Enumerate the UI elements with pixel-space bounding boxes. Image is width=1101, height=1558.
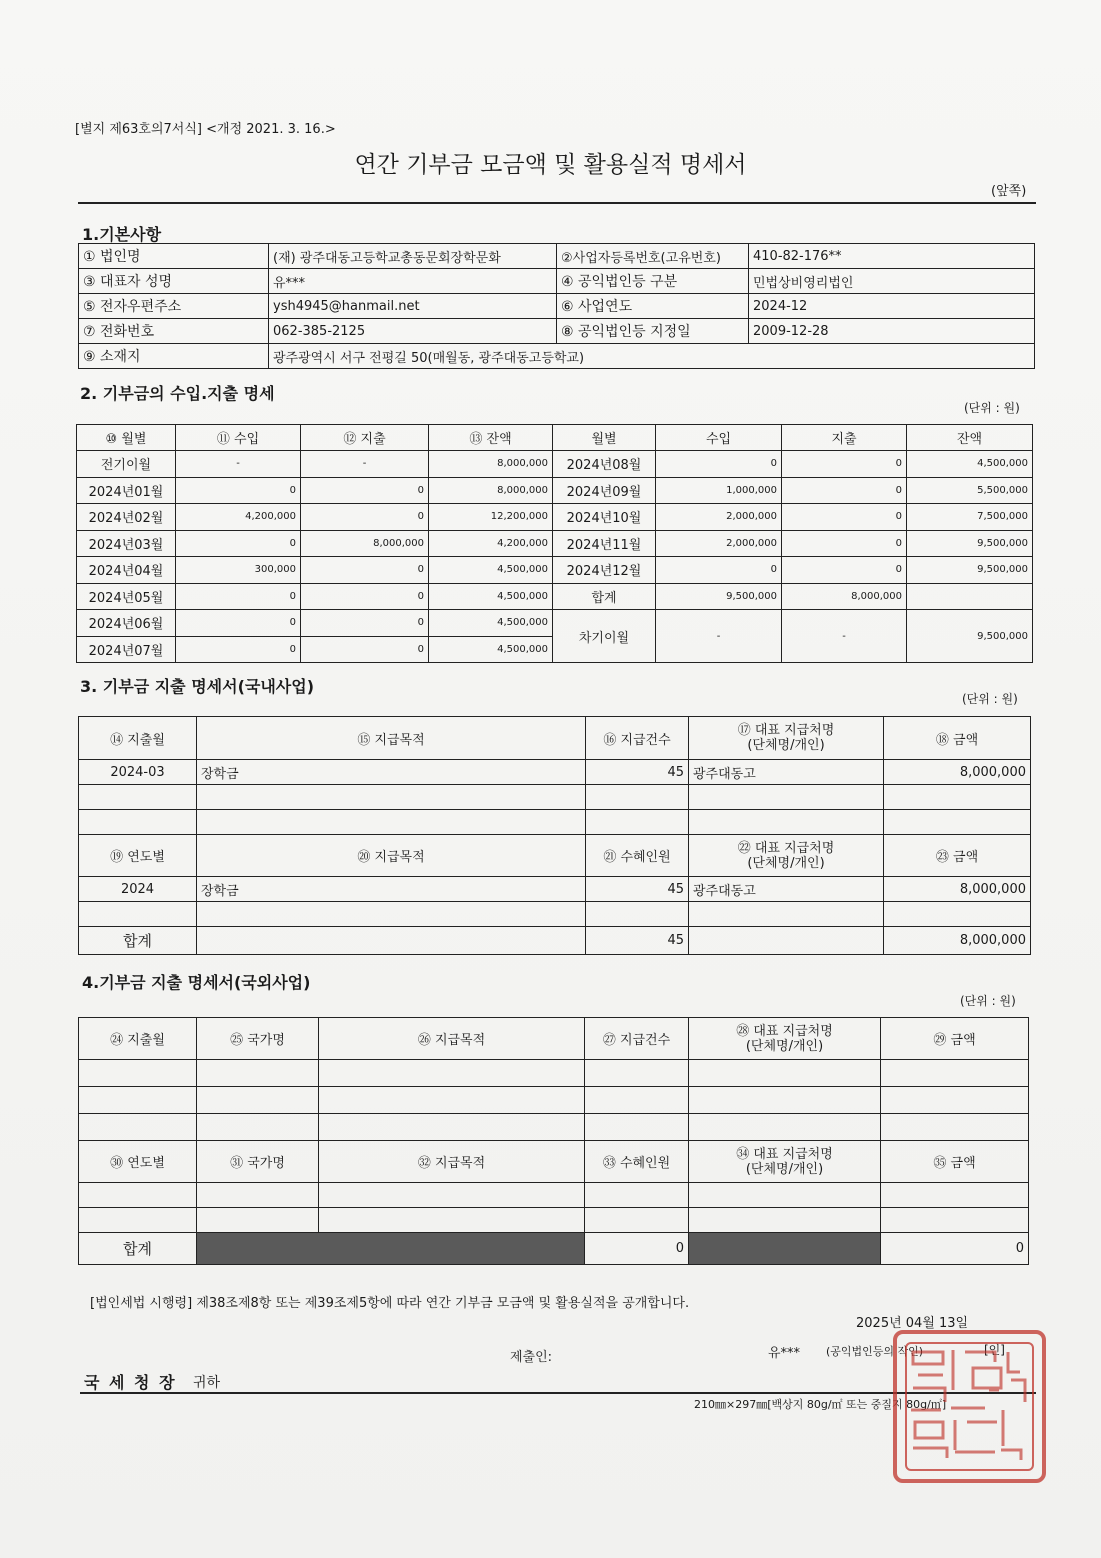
submit-date: 2025년 04월 13일 (856, 1316, 969, 1331)
cell-month: 2024년09월 (553, 477, 656, 504)
cell-balance: 4,500,000 (429, 557, 553, 584)
col-recipient (689, 1141, 881, 1183)
table-row (79, 785, 1031, 810)
col-recipient-line1: ㉞ 대표 지급처명 (736, 1146, 833, 1162)
cell-total-amount: 0 (881, 1233, 1029, 1265)
col-recipient (689, 1018, 881, 1060)
table-row (79, 810, 1031, 835)
cell-month: 2024년11월 (553, 530, 656, 557)
table-row (79, 1087, 1029, 1114)
cell-balance: 4,500,000 (429, 583, 553, 610)
table-row (79, 269, 1035, 294)
cell-income: 1,000,000 (656, 477, 782, 504)
cell-month: 2024년05월 (77, 583, 176, 610)
table-row (79, 344, 1035, 369)
table-header-row (79, 835, 1031, 877)
cell-total-amount: 8,000,000 (884, 927, 1031, 955)
cell-income: 0 (176, 530, 301, 557)
cell-expense: 0 (782, 451, 907, 478)
cell-expense: 0 (301, 636, 429, 663)
col-purpose: ⑳ 지급목적 (197, 835, 586, 877)
cell-total-label: 합계 (553, 583, 656, 610)
col-purpose: ⑮ 지급목적 (197, 717, 586, 760)
submitter-label: 제출인: (510, 1350, 553, 1365)
table-row (77, 557, 1033, 584)
basic-info-table (78, 243, 1035, 369)
cell-income: 300,000 (176, 557, 301, 584)
cell-total-count: 0 (585, 1233, 689, 1265)
col-recipient (689, 717, 884, 760)
section3-heading: 3. 기부금 지출 명세서(국내사업) (80, 677, 315, 696)
section2-heading: 2. 기부금의 수입.지출 명세 (80, 384, 275, 403)
table-row (79, 319, 1035, 344)
cell-shaded (197, 1233, 585, 1265)
page-title: 연간 기부금 모금액 및 활용실적 명세서 (354, 152, 747, 178)
cell-income: 0 (176, 610, 301, 637)
seal-mark: [인] (984, 1343, 1005, 1357)
col-year: ㉚ 연도별 (79, 1141, 197, 1183)
cell-amount: 8,000,000 (884, 877, 1031, 902)
col-month: ⑩ 월별 (77, 425, 176, 451)
table-row (79, 244, 1035, 269)
cell-beneficiaries: 45 (586, 877, 689, 902)
address: 광주광역시 서구 전평길 50(매월동, 광주대동고등학교) (269, 344, 1035, 369)
cell-expense: 0 (301, 610, 429, 637)
cell-income: 4,200,000 (176, 504, 301, 531)
biz-number: 410-82-176** (749, 244, 1035, 269)
top-rule (78, 202, 1036, 204)
table-header-row (79, 717, 1031, 760)
table-header-row (79, 1018, 1029, 1060)
income-expense-table (76, 424, 1033, 663)
col-count: ㉗ 지급건수 (585, 1018, 689, 1060)
submitter-name: 유*** (768, 1346, 801, 1361)
overseas-expense-table (78, 1017, 1029, 1265)
table-row (79, 877, 1031, 902)
seal-pattern-icon (893, 1330, 1038, 1475)
cell-expense: 0 (782, 530, 907, 557)
section1-heading: 1.기본사항 (82, 225, 162, 244)
cell-recipient: 광주대동고 (689, 760, 884, 785)
cell-month: 2024년07월 (77, 636, 176, 663)
table-row (77, 477, 1033, 504)
legal-basis: [법인세법 시행령] 제38조제8항 또는 제39조제5항에 따라 연간 기부금 모금액 및 활용실적을 공개합니다. (90, 1296, 690, 1311)
cell-recipient: 광주대동고 (689, 877, 884, 902)
paper-spec: 210㎜×297㎜[백상지 80g/㎡ 또는 중질지 80g/㎡] (694, 1398, 947, 1411)
cell-month: 2024년01월 (77, 477, 176, 504)
table-row (77, 451, 1033, 478)
cell-income: 0 (176, 583, 301, 610)
col-expense-2: 지출 (782, 425, 907, 451)
table-total-row (79, 927, 1031, 955)
col-recipient-line2: (단체명/개인) (747, 738, 825, 753)
cell-balance: 4,500,000 (429, 636, 553, 663)
submitter-role: (공익법인등의 작인) (826, 1345, 924, 1358)
cell-expense: 0 (301, 583, 429, 610)
section4-heading: 4.기부금 지출 명세서(국외사업) (82, 973, 311, 992)
rep-name: 유*** (269, 269, 557, 294)
phone: 062-385-2125 (269, 319, 557, 344)
cell-month: 2024년03월 (77, 530, 176, 557)
col-year: ⑲ 연도별 (79, 835, 197, 877)
col-amount: ㉙ 금액 (881, 1018, 1029, 1060)
table-row (77, 504, 1033, 531)
cell-month: 전기이월 (77, 451, 176, 478)
col-recipient-line1: ㉘ 대표 지급처명 (736, 1023, 833, 1039)
table-header-row (79, 1141, 1029, 1183)
cell-month: 2024년12월 (553, 557, 656, 584)
cell-income: 2,000,000 (656, 530, 782, 557)
designation-date: 2009-12-28 (749, 319, 1035, 344)
col-balance-2: 잔액 (907, 425, 1033, 451)
col-beneficiaries: ㉝ 수혜인원 (585, 1141, 689, 1183)
col-recipient (689, 835, 884, 877)
table-total-row (79, 1233, 1029, 1265)
table-row (77, 583, 1033, 610)
table-row (79, 1060, 1029, 1087)
col-country: ㉛ 국가명 (197, 1141, 319, 1183)
col-amount: ㉟ 금액 (881, 1141, 1029, 1183)
cell-total-expense: 8,000,000 (782, 583, 907, 610)
table-row (79, 902, 1031, 927)
cell-year: 2024 (79, 877, 197, 902)
table-row (77, 610, 1033, 637)
cell-income: 2,000,000 (656, 504, 782, 531)
cell-expense: 0 (301, 477, 429, 504)
cell-total-count: 45 (586, 927, 689, 955)
cell-month: 2024년02월 (77, 504, 176, 531)
col-beneficiaries: ㉑ 수혜인원 (586, 835, 689, 877)
cell-shaded (689, 1233, 881, 1265)
cell-expense: 0 (301, 557, 429, 584)
label-designation-date: ⑧ 공익법인등 지정일 (557, 319, 749, 344)
cell-balance: 5,500,000 (907, 477, 1033, 504)
cell-expense: 0 (782, 557, 907, 584)
table-row (79, 1114, 1029, 1141)
label-email: ⑤ 전자우편주소 (79, 294, 269, 319)
unit-label: (단위 : 원) (960, 994, 1016, 1008)
cell-balance: 9,500,000 (907, 557, 1033, 584)
col-count: ⑯ 지급건수 (586, 717, 689, 760)
recipient-suffix: 귀하 (193, 1375, 221, 1391)
cell-expense: 0 (301, 504, 429, 531)
col-amount: ⑱ 금액 (884, 717, 1031, 760)
col-expense-month: ⑭ 지출월 (79, 717, 197, 760)
table-row (79, 760, 1031, 785)
cell-expense: 0 (782, 504, 907, 531)
col-recipient-line1: ㉒ 대표 지급처명 (737, 840, 835, 856)
cell-total-label: 합계 (79, 927, 197, 955)
cell-income: 0 (656, 557, 782, 584)
cell-balance: 12,200,000 (429, 504, 553, 531)
label-corp-name: ① 법인명 (79, 244, 269, 269)
cell-balance: 7,500,000 (907, 504, 1033, 531)
cell-income: 0 (176, 636, 301, 663)
cell-carry-label: 차기이월 (553, 610, 656, 663)
side-label: (앞쪽) (991, 184, 1027, 199)
corporate-seal-stamp (893, 1330, 1046, 1483)
label-rep-name: ③ 대표자 성명 (79, 269, 269, 294)
table-header-row (77, 425, 1033, 451)
table-row (77, 530, 1033, 557)
col-recipient-line1: ⑰ 대표 지급처명 (737, 723, 835, 738)
cell-balance: 9,500,000 (907, 530, 1033, 557)
cell-balance: 8,000,000 (429, 477, 553, 504)
cell-month: 2024년04월 (77, 557, 176, 584)
col-expense-month: ㉔ 지출월 (79, 1018, 197, 1060)
label-fiscal-year: ⑥ 사업연도 (557, 294, 749, 319)
cell-carry-income: - (656, 610, 782, 663)
col-income-2: 수입 (656, 425, 782, 451)
col-income: ⑪ 수입 (176, 425, 301, 451)
cell-balance: 8,000,000 (429, 451, 553, 478)
col-expense: ⑫ 지출 (301, 425, 429, 451)
corp-name: (재) 광주대동고등학교총동문회장학문화 (269, 244, 557, 269)
corp-type: 민법상비영리법인 (749, 269, 1035, 294)
cell-balance: 4,500,000 (429, 610, 553, 637)
cell-income: 0 (176, 477, 301, 504)
label-address: ⑨ 소재지 (79, 344, 269, 369)
cell-expense: 8,000,000 (301, 530, 429, 557)
cell-total-balance (907, 583, 1033, 610)
cell-month: 2024년10월 (553, 504, 656, 531)
cell-expense: 0 (782, 477, 907, 504)
label-corp-type: ④ 공익법인등 구분 (557, 269, 749, 294)
col-recipient-line2: (단체명/개인) (745, 1161, 824, 1177)
domestic-expense-table (78, 716, 1031, 955)
cell-count: 45 (586, 760, 689, 785)
cell-income: 0 (656, 451, 782, 478)
cell-expense: - (301, 451, 429, 478)
table-row (79, 1208, 1029, 1233)
col-recipient-line2: (단체명/개인) (745, 1038, 824, 1054)
col-balance: ⑬ 잔액 (429, 425, 553, 451)
col-amount: ㉓ 금액 (884, 835, 1031, 877)
recipient-office: 국 세 청 장 (84, 1373, 177, 1392)
fiscal-year: 2024-12 (749, 294, 1035, 319)
email: ysh4945@hanmail.net (269, 294, 557, 319)
cell-total-income: 9,500,000 (656, 583, 782, 610)
cell-amount: 8,000,000 (884, 760, 1031, 785)
col-purpose: ㉖ 지급목적 (319, 1018, 585, 1060)
label-biz-number: ②사업자등록번호(고유번호) (557, 244, 749, 269)
cell-month: 2024년08월 (553, 451, 656, 478)
cell-balance: 4,200,000 (429, 530, 553, 557)
table-row (79, 1183, 1029, 1208)
cell-carry-balance: 9,500,000 (907, 610, 1033, 663)
cell-total-label: 합계 (79, 1233, 197, 1265)
cell-purpose: 장학금 (197, 877, 586, 902)
cell-carry-expense: - (782, 610, 907, 663)
cell-month: 2024년06월 (77, 610, 176, 637)
unit-label: (단위 : 원) (962, 692, 1018, 706)
unit-label: (단위 : 원) (964, 401, 1020, 415)
col-recipient-line2: (단체명/개인) (747, 855, 825, 871)
form-id: [별지 제63호의7서식] <개정 2021. 3. 16.> (75, 122, 336, 137)
label-phone: ⑦ 전화번호 (79, 319, 269, 344)
table-row (79, 294, 1035, 319)
cell-purpose: 장학금 (197, 760, 586, 785)
cell-balance: 4,500,000 (907, 451, 1033, 478)
cell-income: - (176, 451, 301, 478)
cell-expense-month: 2024-03 (79, 760, 197, 785)
col-country: ㉕ 국가명 (197, 1018, 319, 1060)
col-month-2: 월별 (553, 425, 656, 451)
col-purpose: ㉜ 지급목적 (319, 1141, 585, 1183)
